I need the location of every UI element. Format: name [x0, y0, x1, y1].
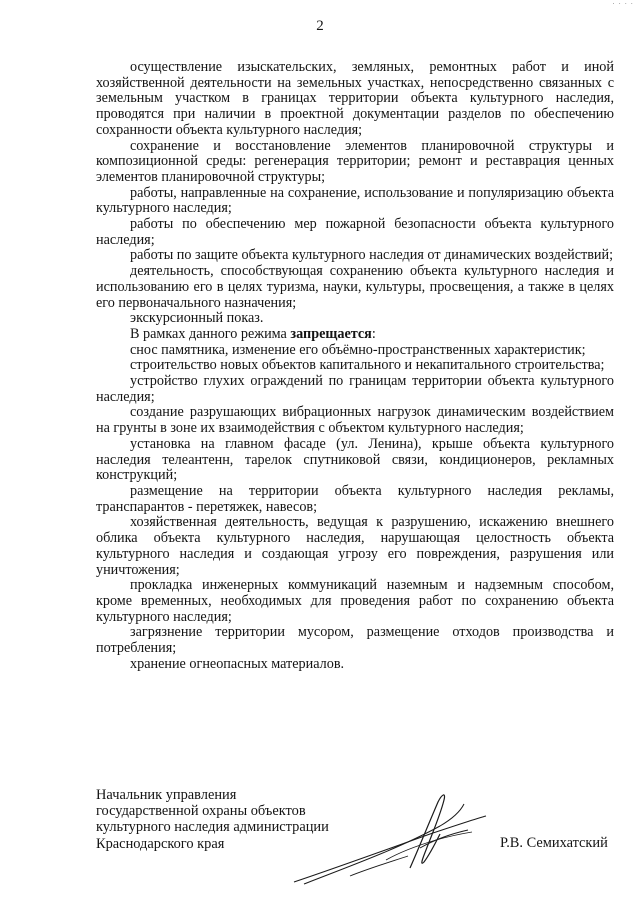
permitted-item: экскурсионный показ. — [130, 310, 264, 327]
permitted-item: работы, направленные на сохранение, использование и популяризацию объекта культурного наследия; — [96, 184, 614, 217]
signatory-name: Р.В. Семихатский — [500, 835, 608, 851]
signatory-title-line: культурного наследия администрации — [96, 819, 329, 836]
prohibited-item: строительство новых объектов капитального и некапитального строительства; — [130, 357, 605, 374]
prohibited-item: устройство глухих ограждений по границам территории объекта культурного наследия; — [96, 373, 614, 405]
prohibited-item: размещение на территории объекта культурного наследия рекламы, транспарантов - перетяжек, навесов; — [96, 482, 614, 515]
prohibited-item: хозяйственная деятельность, ведущая к разрушению, искажению внешнего облика объекта культурного наследия, нарушающая целостность объекта культурного наследия и создающая угрозу его повреждения, разрушения или уничтожения; — [96, 514, 614, 578]
document-body — [96, 60, 614, 672]
prohibited-item: создание разрушающих вибрационных нагрузок динамическим воздействием на грунты в зоне их взаимодействия с объектом культурного наследия; — [96, 404, 614, 437]
regime-intro-text: В рамках данного режима — [130, 325, 291, 342]
prohibited-item: загрязнение территории мусором, размещение отходов производства и потребления; — [96, 624, 614, 657]
signatory-title-line: Начальник управления — [96, 787, 237, 803]
permitted-item: деятельность, способствующая сохранению объекта культурного наследия и использованию его в целях туризма, науки, культуры, просвещения, а также в целях его первоначального назначения; — [96, 263, 614, 311]
prohibited-item: снос памятника, изменение его объёмно-пространственных характеристик; — [130, 341, 586, 358]
regime-intro — [96, 327, 614, 343]
page-number: 2 — [316, 18, 324, 34]
signatory-title-line: государственной охраны объектов — [96, 803, 306, 820]
prohibited-item: установка на главном фасаде (ул. Ленина), крыше объекта культурного наследия телеантенн, тарелок спутниковой связи, кондиционеров, рекламных конструкций; — [96, 435, 614, 484]
handwritten-signature — [290, 790, 490, 890]
permitted-item: сохранение и восстановление элементов планировочной структуры и композиционной среды: регенерация территории; ремонт и реставрация ценных элементов планировочной структуры; — [96, 137, 614, 185]
signatory-title-line: Краснодарского края — [96, 835, 225, 852]
permitted-item: работы по защите объекта культурного наследия от динамических воздействий; — [130, 247, 614, 264]
regime-colon: : — [371, 325, 376, 342]
regime-prohibited-word: запрещается — [290, 325, 372, 342]
permitted-item: осуществление изыскательских, земляных, ремонтных работ и иной хозяйственной деятельности на земельных участках, непосредственно связанных с земельным участком в границах территории объекта культурного наследия, проводятся при наличии в проектной документации разделов по обеспечению сохранности объекта культурного наследия; — [96, 59, 614, 138]
corner-mark: · · · · — [612, 0, 634, 8]
prohibited-item: хранение огнеопасных материалов. — [130, 655, 345, 672]
prohibited-item: прокладка инженерных коммуникаций наземным и надземным способом, кроме временных, необходимых для проведения работ по сохранению объекта культурного наследия; — [96, 577, 614, 625]
permitted-item: работы по обеспечению мер пожарной безопасности объекта культурного наследия; — [96, 216, 614, 248]
